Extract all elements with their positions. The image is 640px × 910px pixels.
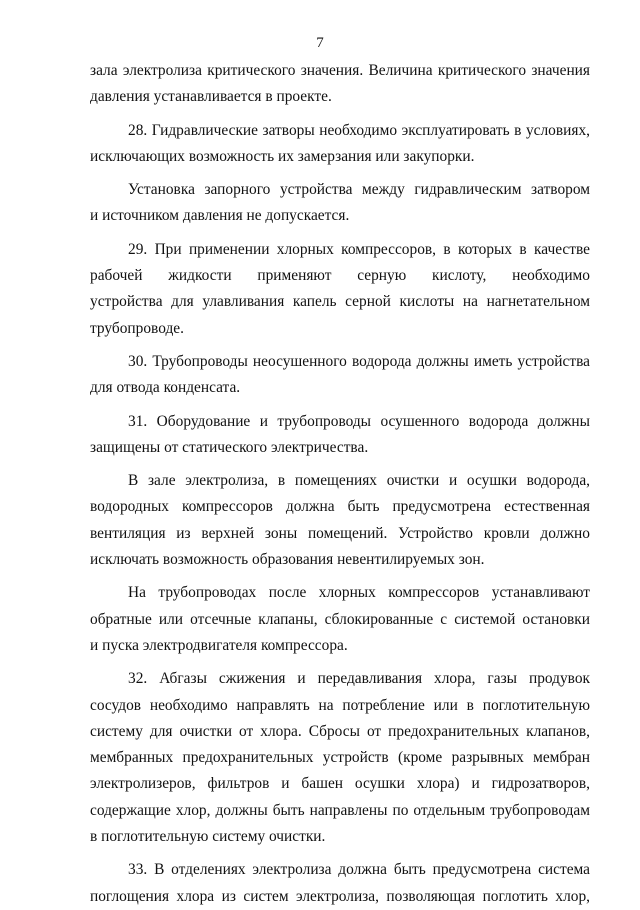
- text-line: исключать возможность образования невентилируемых зон.: [90, 551, 485, 569]
- text-line: 28. Гидравлические затворы необходимо эксплуатировать в условиях,: [128, 121, 590, 139]
- text-line: устройства для улавливания капель серной кислоты на нагнетательном: [90, 293, 590, 311]
- paragraph-gap: [90, 111, 590, 118]
- paragraph-gap: [90, 170, 590, 177]
- text-line: содержащие хлор, должны быть направлены по отдельным трубопроводам: [90, 801, 590, 819]
- page-number: 7: [316, 35, 324, 51]
- text-line: в поглотительную систему очистки.: [90, 828, 326, 846]
- text-line: обратные или отсечные клапаны, сблокированные с системой остановки: [90, 610, 590, 628]
- text-line: 33. В отделениях электролиза должна быть предусмотрена система: [128, 861, 590, 879]
- document-body: [90, 58, 590, 910]
- text-line: мембранных предохранительных устройств (кроме разрывных мембран: [90, 749, 590, 767]
- text-line: трубопроводе.: [90, 319, 184, 337]
- text-line: В зале электролиза, в помещениях очистки и осушки водорода,: [128, 472, 590, 490]
- text-line: водородных компрессоров должна быть предусмотрена естественная: [90, 498, 590, 516]
- paragraph-gap: [90, 402, 590, 409]
- text-line: и пуска электродвигателя компрессора.: [90, 636, 348, 654]
- text-line: 30. Трубопроводы неосушенного водорода должны иметь устройства: [128, 352, 590, 370]
- text-line: поглощения хлора из систем электролиза, позволяющая поглотить хлор,: [90, 887, 590, 905]
- text-line: 31. Оборудование и трубопроводы осушенного водорода должны: [128, 412, 590, 430]
- text-line: защищены от статического электричества.: [90, 438, 369, 456]
- text-line: сосудов необходимо направлять на потребление или в поглотительную: [90, 696, 590, 714]
- paragraph-gap: [90, 659, 590, 666]
- text-line: электролизеров, фильтров и башен осушки хлора) и гидрозатворов,: [90, 775, 590, 793]
- paragraph-gap: [90, 850, 590, 857]
- text-line: рабочей жидкости применяют серную кислоту, необходимо: [90, 267, 590, 285]
- text-line: вентиляция из верхней зоны помещений. Устройство кровли должно: [90, 524, 590, 542]
- text-line: для отвода конденсата.: [90, 379, 241, 397]
- text-line: исключающих возможность их замерзания или закупорки.: [90, 147, 475, 165]
- text-line: Установка запорного устройства между гидравлическим затвором: [128, 181, 590, 199]
- text-line: зала электролиза критического значения. Величина критического значения: [90, 62, 590, 79]
- text-line: 32. Абгазы сжижения и передавливания хлора, газы продувок: [128, 670, 590, 688]
- text-line: давления устанавливается в проекте.: [90, 88, 332, 106]
- paragraph-gap: [90, 342, 590, 349]
- text-line: На трубопроводах после хлорных компрессоров устанавливают: [128, 584, 590, 602]
- paragraph-gap: [90, 573, 590, 580]
- paragraph-gap: [90, 230, 590, 237]
- text-line: и источником давления не допускается.: [90, 207, 350, 225]
- text-line: систему для очистки от хлора. Сбросы от предохранительных клапанов,: [90, 722, 590, 740]
- paragraph-gap: [90, 461, 590, 468]
- text-line: 29. При применении хлорных компрессоров, в которых в качестве: [128, 240, 590, 258]
